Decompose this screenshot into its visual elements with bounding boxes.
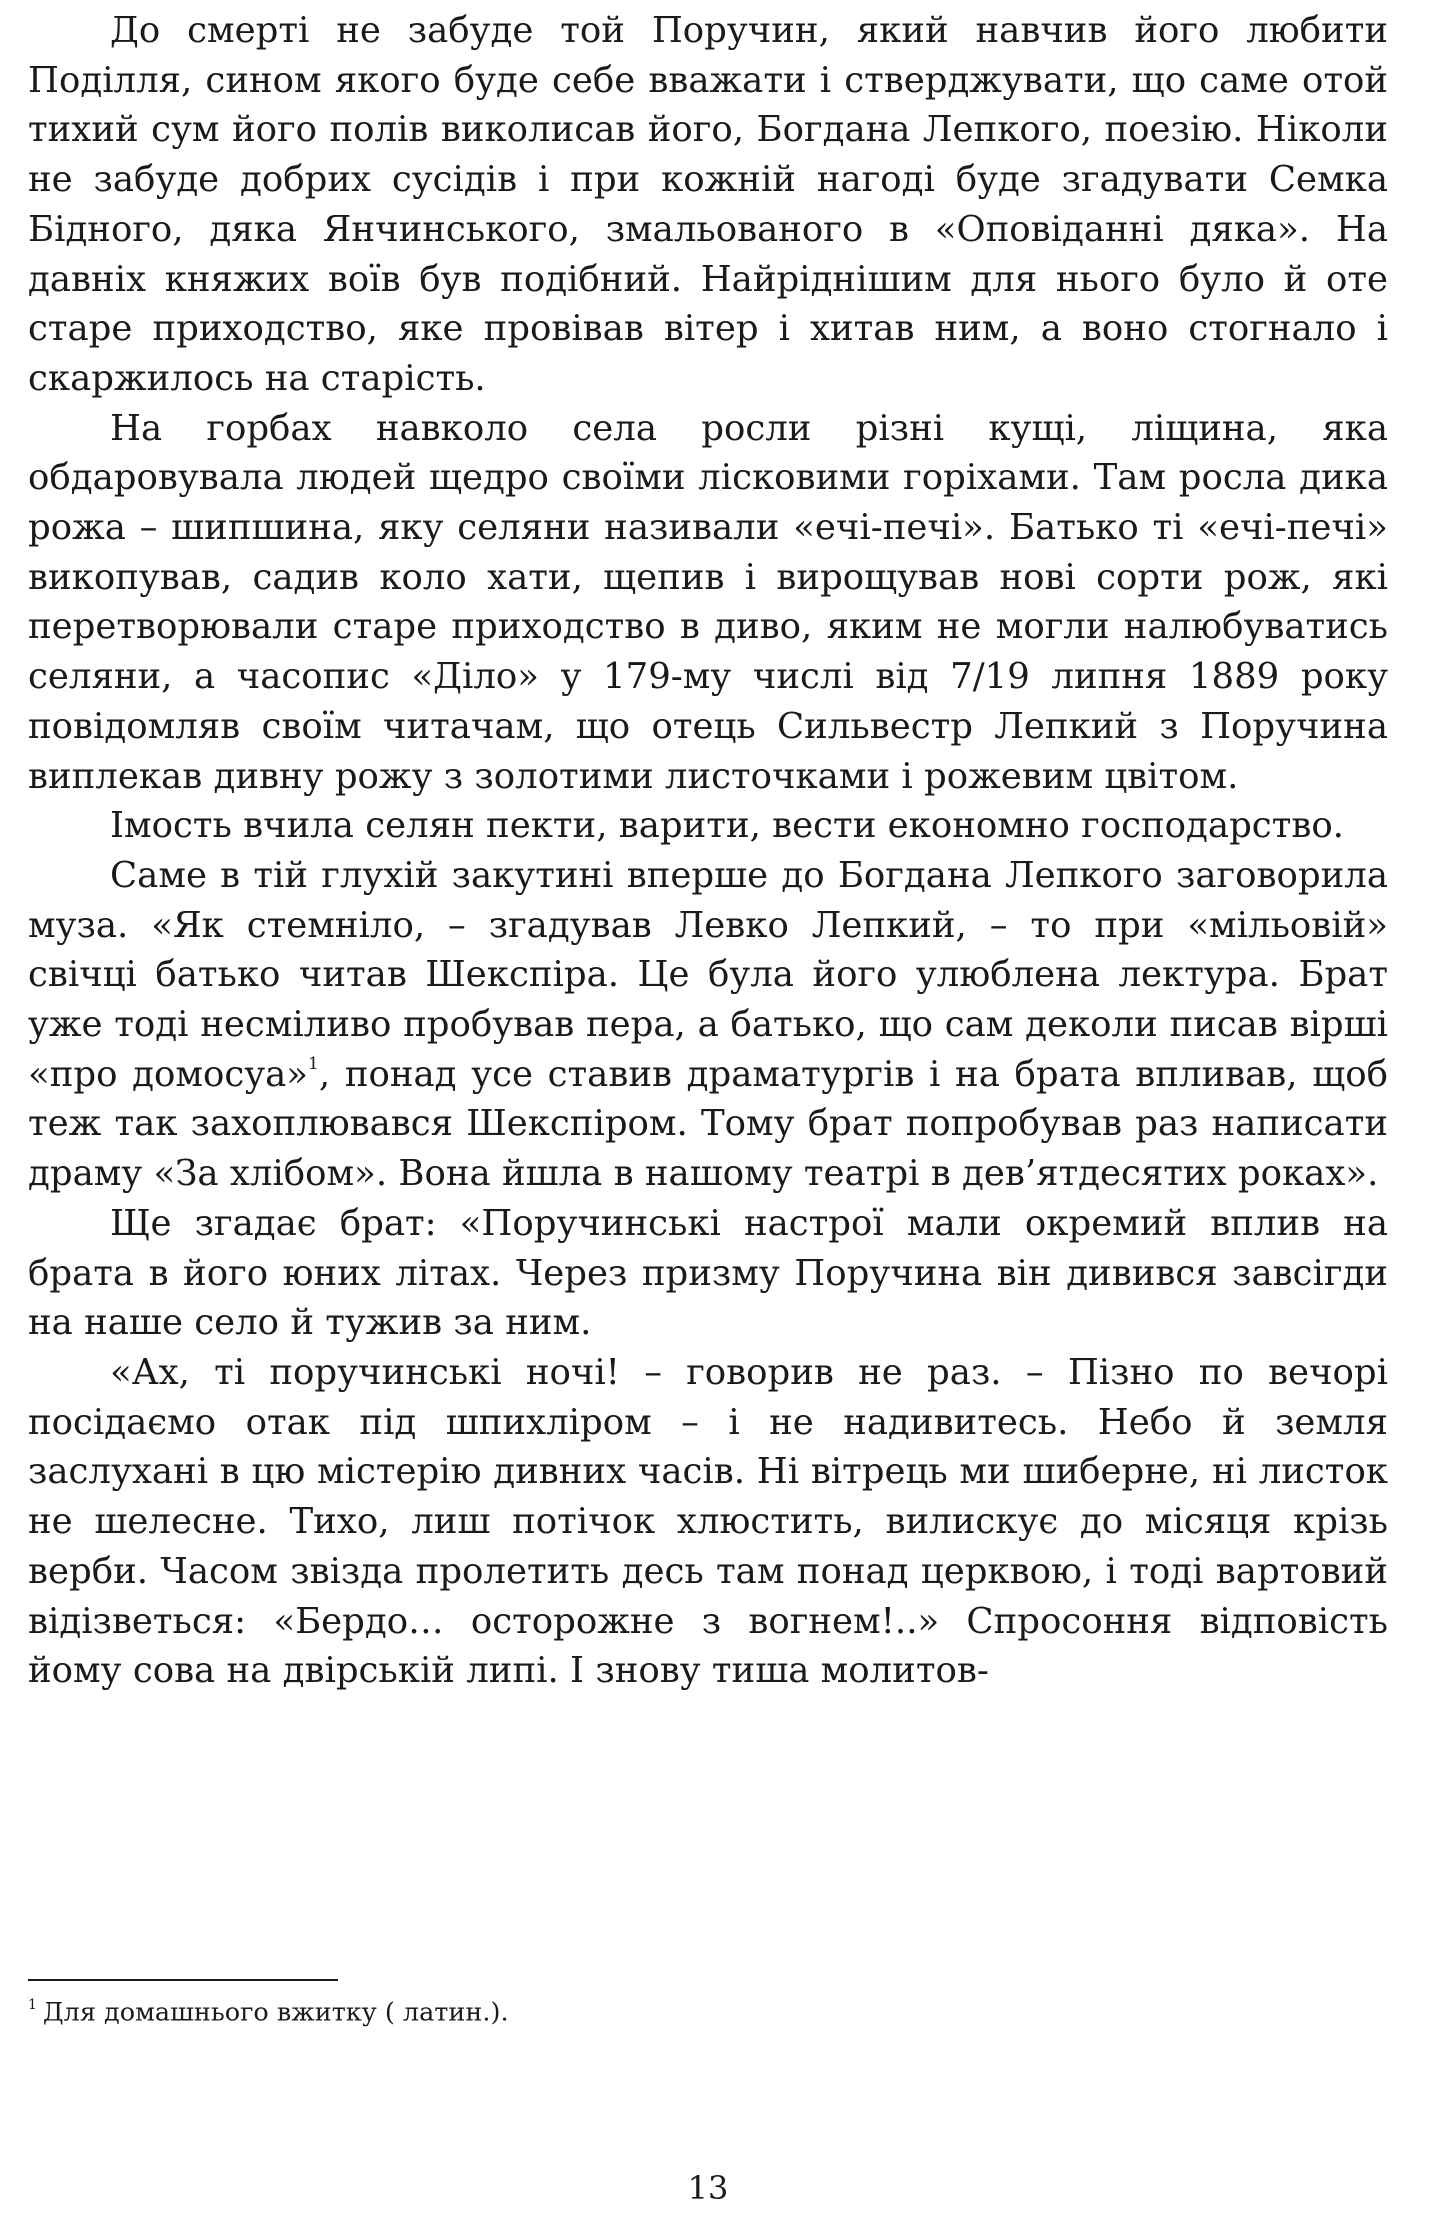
paragraph: До смерті не забуде той Поручин, який навчив його любити Поділля, сином якого буде себе вважати і стверджувати, що саме отой тихий сум його полів виколисав його, Богдана Лепкого, поезію. Ніколи не забуде добрих сусідів і при кожній нагоді буде згадувати Семка Бідного, дяка Янчинського, змальованого в «Оповіданні дяка». На давніх княжих воїв був подібний. Найріднішим для нього було й оте старе приходство, яке провівав вітер і хитав ним, а воно стогнало і скаржилось на старість.: [28, 10, 1388, 399]
page-number: 13: [687, 2169, 729, 2207]
paragraph: Ще згадає брат: «Поручинські настрої мали окремий вплив на брата в його юних літах. Через призму Поручина він дивився завсігди на наше село й тужив за ним.: [28, 1202, 1388, 1344]
footnote-divider: [28, 1979, 338, 1981]
paragraph-text: Саме в тій глухій закутині вперше до Богдана Лепкого заговорила муза. «Як стемніло, – згадував Левко Лепкий, – то при «мільовій» свічці батько читав Шекспіра. Це була його улюблена лектура. Брат уже тоді несміливо пробував пера, а батько, що сам деколи писав вірші «про домосуа»: [28, 854, 1388, 1095]
paragraph-text: , понад усе ставив драматургів і на брата впливав, щоб теж так захоплювався Шекспіром. Тому брат попробував раз написати драму «За хлібом». Вона йшла в нашому театрі в дев’ятдесятих роках».: [28, 1053, 1388, 1195]
paragraph: Імость вчила селян пекти, варити, вести економно господарство.: [110, 805, 1344, 847]
paragraph-with-footnote: [28, 851, 1388, 1199]
footnote-reference: 1: [308, 1053, 319, 1074]
body-text: [28, 6, 1388, 1696]
footnote: [28, 1989, 509, 2031]
footnote-marker: 1: [28, 1997, 37, 2013]
paragraph: На горбах навколо села росли різні кущі, ліщина, яка обдаровувала людей щедро своїми лісковими горіхами. Там росла дика рожа – шипшина, яку селяни називали «ечі-печі». Батько ті «ечі-печі» викопував, садив коло хати, щепив і вирощував нові сорти рож, які перетворювали старе приходство в диво, яким не могли налюбуватись селяни, а часопис «Діло» у 179-му числі від 7/19 липня 1889 року повідомляв своїм читачам, що отець Сильвестр Лепкий з Поручина виплекав дивну рожу з золотими листочками і рожевим цвітом.: [28, 407, 1388, 797]
paragraph: «Ах, ті поручинські ночі! – говорив не раз. – Пізно по вечорі посідаємо отак під шпихліром – і не надивитесь. Небо й земля заслухані в цю містерію дивних часів. Ні вітрець ми шиберне, ні листок не шелесне. Тихо, лиш потічок хлюстить, вилискує до місяця крізь верби. Часом звізда пролетить десь там понад церквою, і тоді вартовий відізветься: «Бердо… осторожне з вогнем!..» Спросоння відповість йому сова на двірській липі. І знову тиша молитов-: [28, 1351, 1388, 1692]
footnote-text: Для домашнього вжитку ( латин.).: [42, 1997, 509, 2028]
book-page: [28, 0, 1388, 2231]
